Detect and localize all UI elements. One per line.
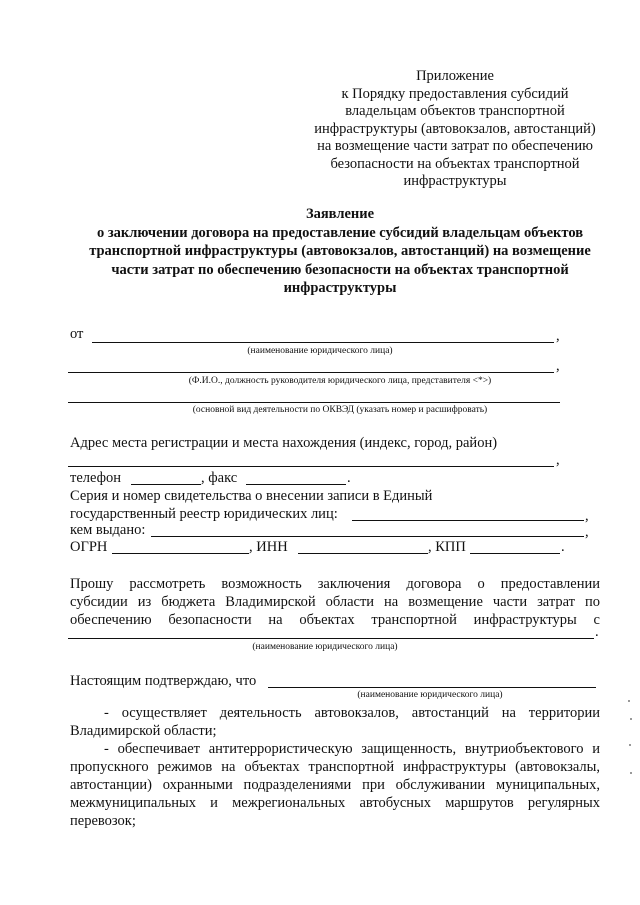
title-heading: Заявление <box>305 206 375 222</box>
title-line: части затрат по обеспечению безопасности на объектах транспортной <box>111 261 569 278</box>
cert-line-2: государственный реестр юридических лиц: <box>70 506 338 522</box>
item2-line-3: автостанции) охранными подразделениями при обслуживании муниципальных, <box>70 777 600 793</box>
request-legal-name-field[interactable] <box>68 638 594 639</box>
comma: , <box>585 508 589 524</box>
phone-label: телефон <box>70 470 122 486</box>
caption-legal-name: (наименование юридического лица) <box>247 346 393 356</box>
confirm-legal-name-field[interactable] <box>268 687 596 688</box>
item2-line-5: перевозок; <box>70 813 136 829</box>
request-caption: (наименование юридического лица) <box>252 642 398 652</box>
comma: , <box>556 452 560 468</box>
annex-line: инфраструктуры (автовокзалов, автостанций) <box>314 120 596 137</box>
address-field[interactable] <box>68 466 554 467</box>
annex-line: Приложение <box>416 68 494 84</box>
period: . <box>347 470 351 486</box>
annex-line: к Порядку предоставления субсидий <box>341 85 569 102</box>
scan-mark <box>629 744 631 746</box>
comma: , <box>585 524 589 540</box>
inn-field[interactable] <box>298 553 428 554</box>
annex-line: инфраструктуры <box>403 173 507 189</box>
phone-field[interactable] <box>131 484 201 485</box>
document-title <box>70 205 610 298</box>
item2-line-2: пропускного режимов на объектах транспортной инфраструктуры (автовокзалы, <box>70 759 600 775</box>
title-line: транспортной инфраструктуры (автовокзалов, автостанций) на возмещение <box>89 243 591 259</box>
scan-mark <box>630 718 632 720</box>
annex-header <box>300 68 610 191</box>
caption-okved: (основной вид деятельности по ОКВЭД (указать номер и расшифровать) <box>192 405 488 415</box>
request-line-2: субсидии из бюджета Владимирской области на возмещение части затрат по <box>70 594 600 610</box>
cert-line-1: Серия и номер свидетельства о внесении записи в Единый <box>70 488 433 504</box>
period: . <box>561 539 565 555</box>
item2-line-1: - обеспечивает антитеррористическую защищенность, внутриобъектового и <box>104 741 600 757</box>
scan-mark <box>630 772 632 774</box>
comma: , <box>556 328 560 344</box>
address-label: Адрес места регистрации и места нахождения (индекс, город, район) <box>70 435 498 451</box>
confirm-label: Настоящим подтверждаю, что <box>70 673 257 689</box>
ogrn-label: ОГРН <box>70 539 108 555</box>
item1-line-1: - осуществляет деятельность автовокзалов, автостанций на территории <box>104 705 600 721</box>
fax-field[interactable] <box>246 484 346 485</box>
item2-line-4: межмуниципальных и межрегиональных автобусных маршрутов регулярных <box>70 795 600 811</box>
scan-mark <box>628 700 630 702</box>
request-line-1: Прошу рассмотреть возможность заключения договора о предоставлении <box>70 576 600 592</box>
from-label: от <box>70 326 84 342</box>
period: . <box>595 624 599 640</box>
fax-label: , факс <box>201 470 238 486</box>
title-line: о заключении договора на предоставление субсидий владельцам объектов <box>96 224 584 241</box>
annex-line: на возмещение части затрат по обеспечению <box>317 138 593 154</box>
legal-name-field[interactable] <box>92 342 554 343</box>
item1-line-2: Владимирской области; <box>70 723 217 739</box>
title-line: инфраструктуры <box>283 280 397 296</box>
annex-line: безопасности на объектах транспортной <box>330 155 580 172</box>
caption-fio: (Ф.И.О., должность руководителя юридического лица, представителя <*>) <box>188 376 492 386</box>
request-line-3: обеспечению безопасности на объектах транспортной инфраструктуры с <box>70 612 600 628</box>
issued-by-label: кем выдано: <box>70 522 146 538</box>
comma: , <box>556 358 560 374</box>
inn-label: , ИНН <box>249 539 288 555</box>
annex-line: владельцам объектов транспортной <box>345 103 565 119</box>
ogrn-field[interactable] <box>112 553 249 554</box>
okved-field[interactable] <box>68 402 560 403</box>
confirm-caption: (наименование юридического лица) <box>357 690 503 700</box>
fio-field[interactable] <box>68 372 554 373</box>
kpp-field[interactable] <box>470 553 560 554</box>
kpp-label: , КПП <box>428 539 466 555</box>
cert-number-field[interactable] <box>352 520 584 521</box>
issued-by-field[interactable] <box>151 536 584 537</box>
